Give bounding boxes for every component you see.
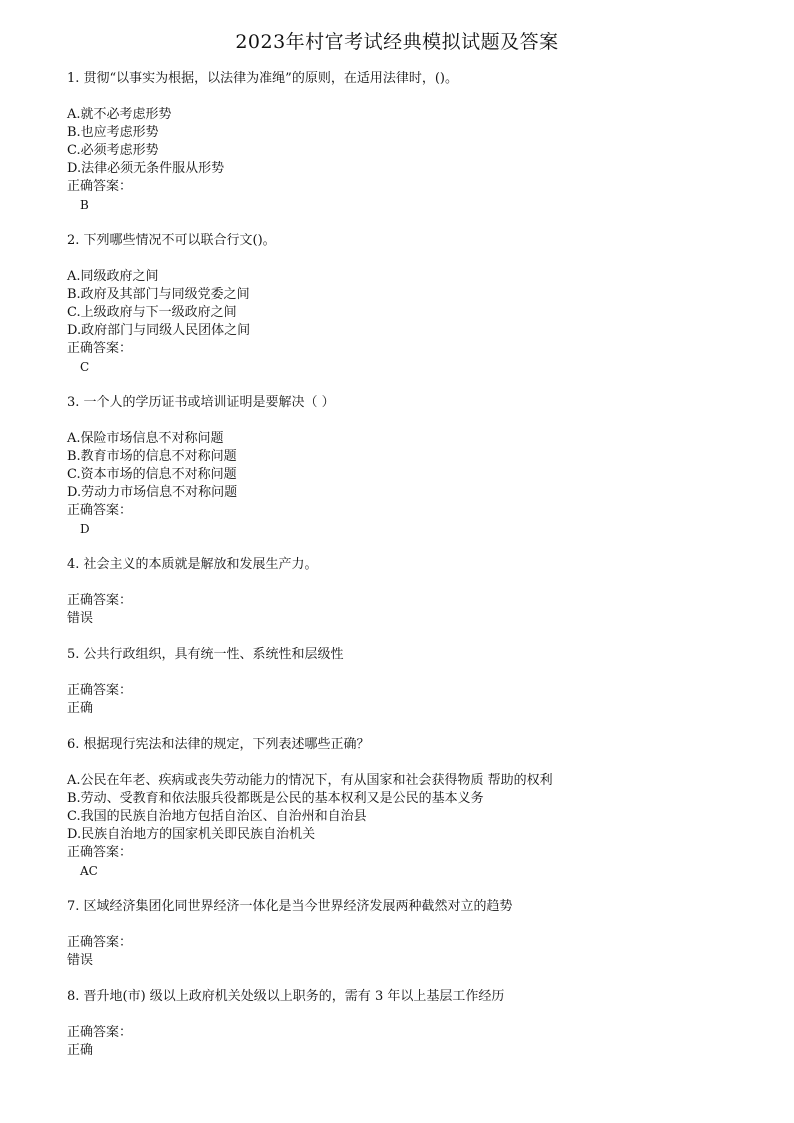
question-7	[67, 898, 767, 970]
question-text: 3. 一个人的学历证书或培训证明是要解决（ ）	[67, 395, 335, 410]
answer-label: 正确答案：	[67, 1025, 133, 1040]
option-a: A.公民在年老、疾病或丧失劳动能力的情况下，有从国家和社会获得物质 帮助的权利	[67, 773, 553, 788]
answer-label: 正确答案：	[67, 593, 133, 608]
answer-label: 正确答案：	[67, 683, 133, 698]
option-d: D.政府部门与同级人民团体之间	[67, 323, 251, 338]
option-d: D.法律必须无条件服从形势	[67, 161, 225, 176]
question-list	[67, 70, 767, 1060]
option-c: C.我国的民族自治地方包括自治区、自治州和自治县	[67, 809, 367, 824]
answer-label: 正确答案：	[67, 179, 133, 194]
question-text: 6. 根据现行宪法和法律的规定，下列表述哪些正确？	[67, 737, 370, 752]
option-c: C.上级政府与下一级政府之间	[67, 305, 237, 320]
question-text: 2. 下列哪些情况不可以联合行文()。	[67, 233, 276, 248]
question-text: 8. 晋升地(市) 级以上政府机关处级以上职务的，需有 3 年以上基层工作经历	[67, 989, 505, 1004]
question-5	[67, 646, 767, 718]
answer-label: 正确答案：	[67, 845, 133, 860]
answer-value: AC	[80, 864, 98, 878]
option-b: B.教育市场的信息不对称问题	[67, 449, 237, 464]
answer-value: 正确	[67, 701, 94, 716]
document-title: 2023年村官考试经典模拟试题及答案	[235, 31, 559, 53]
option-c: C.必须考虑形势	[67, 143, 159, 158]
option-d: D.民族自治地方的国家机关即民族自治机关	[67, 827, 316, 842]
answer-value: C	[80, 360, 90, 374]
answer-value: D	[80, 522, 90, 536]
question-text: 7. 区域经济集团化同世界经济一体化是当今世界经济发展两种截然对立的趋势	[67, 899, 513, 914]
answer-label: 正确答案：	[67, 503, 133, 518]
answer-value: 错误	[67, 611, 94, 626]
answer-value: 错误	[67, 953, 94, 968]
option-b: B.劳动、受教育和依法服兵役都既是公民的基本权利又是公民的基本义务	[67, 791, 484, 806]
answer-value: B	[80, 198, 89, 212]
option-c: C.资本市场的信息不对称问题	[67, 467, 237, 482]
answer-label: 正确答案：	[67, 341, 133, 356]
question-text: 4. 社会主义的本质就是解放和发展生产力。	[67, 557, 318, 572]
answer-label: 正确答案：	[67, 935, 133, 950]
option-b: B.也应考虑形势	[67, 125, 159, 140]
question-text: 1. 贯彻“以事实为根据，以法律为准绳”的原则，在适用法律时，()。	[67, 71, 458, 86]
option-a: A.同级政府之间	[67, 269, 159, 284]
question-3	[67, 394, 767, 538]
question-6	[67, 736, 767, 880]
option-a: A.保险市场信息不对称问题	[67, 431, 224, 446]
question-text: 5. 公共行政组织，具有统一性、系统性和层级性	[67, 647, 344, 662]
option-d: D.劳动力市场信息不对称问题	[67, 485, 238, 500]
question-2	[67, 232, 767, 376]
question-8	[67, 988, 767, 1060]
question-1	[67, 70, 767, 214]
option-a: A.就不必考虑形势	[67, 107, 172, 122]
answer-value: 正确	[67, 1043, 94, 1058]
question-4	[67, 556, 767, 628]
option-b: B.政府及其部门与同级党委之间	[67, 287, 250, 302]
